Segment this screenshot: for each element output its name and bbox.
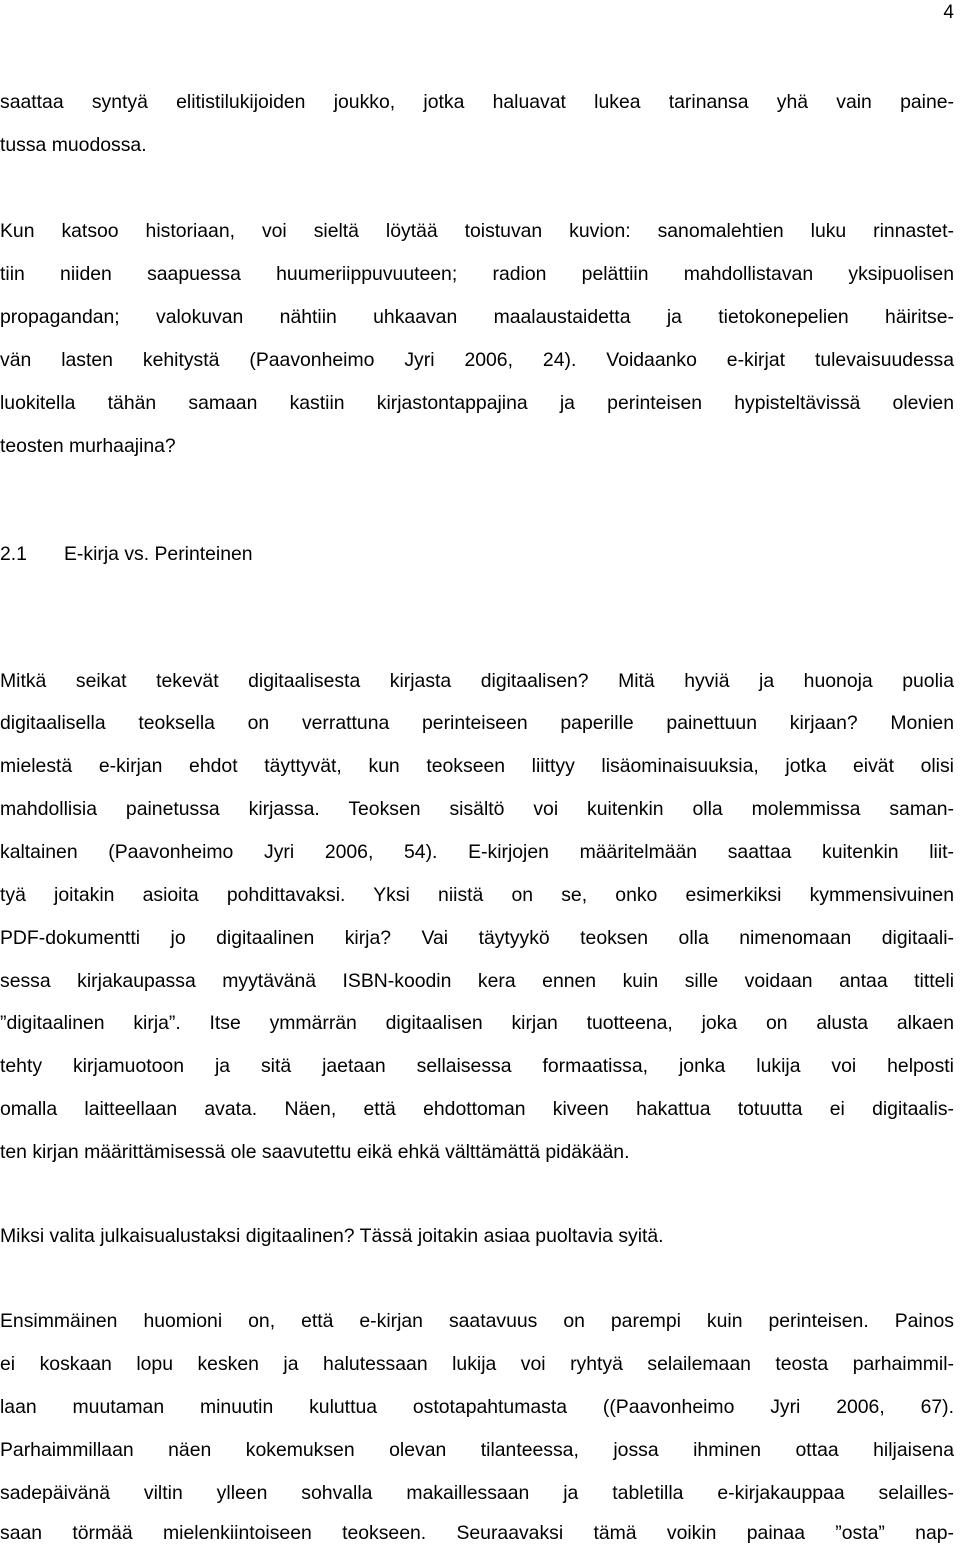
text-line: omalla laitteellaan avata. Näen, että ehdottoman kiveen hakattua totuutta ei digitaalis- bbox=[0, 1098, 954, 1120]
page-number: 4 bbox=[943, 2, 954, 23]
text-line: tiin niiden saapuessa huumeriippuvuuteen; radion pelättiin mahdollistavan yksipuolisen bbox=[0, 263, 954, 285]
text-line: tussa muodossa. bbox=[0, 134, 147, 156]
section-number: 2.1 bbox=[0, 543, 27, 565]
text-line: vän lasten kehitystä (Paavonheimo Jyri 2006, 24). Voidaanko e-kirjat tulevaisuudessa bbox=[0, 349, 954, 371]
text-line: Kun katsoo historiaan, voi sieltä löytää toistuvan kuvion: sanomalehtien luku rinnastet- bbox=[0, 220, 954, 242]
text-line: ei koskaan lopu kesken ja halutessaan lukija voi ryhtyä selailemaan teosta parhaimmil- bbox=[0, 1353, 954, 1375]
text-line: tehty kirjamuotoon ja sitä jaetaan sellaisessa formaatissa, jonka lukija voi helposti bbox=[0, 1055, 954, 1077]
text-line: mahdollisia painetussa kirjassa. Teoksen sisältö voi kuitenkin olla molemmissa saman- bbox=[0, 798, 954, 820]
text-line: ”digitaalinen kirja”. Itse ymmärrän digitaalisen kirjan tuotteena, joka on alusta alkaen bbox=[0, 1012, 954, 1034]
text-line: laan muutaman minuutin kuluttua ostotapahtumasta ((Paavonheimo Jyri 2006, 67). bbox=[0, 1396, 954, 1418]
text-line: mielestä e-kirjan ehdot täyttyvät, kun teokseen liittyy lisäominaisuuksia, jotka eivät olisi bbox=[0, 755, 954, 777]
text-line: saattaa syntyä elitistilukijoiden joukko, jotka haluavat lukea tarinansa yhä vain paine- bbox=[0, 91, 954, 113]
text-line: Mitkä seikat tekevät digitaalisesta kirjasta digitaalisen? Mitä hyviä ja huonoja puolia bbox=[0, 670, 954, 692]
text-line: PDF-dokumentti jo digitaalinen kirja? Vai täytyykö teoksen olla nimenomaan digitaali- bbox=[0, 927, 954, 949]
text-line: luokitella tähän samaan kastiin kirjastontappajina ja perinteisen hypisteltävissä olevien bbox=[0, 392, 954, 414]
text-line: Miksi valita julkaisualustaksi digitaalinen? Tässä joitakin asiaa puoltavia syitä. bbox=[0, 1225, 664, 1247]
section-heading bbox=[0, 540, 253, 568]
text-line: sessa kirjakaupassa myytävänä ISBN-koodin kera ennen kuin sille voidaan antaa titteli bbox=[0, 970, 954, 992]
section-title: E-kirja vs. Perinteinen bbox=[64, 543, 253, 565]
text-line: Ensimmäinen huomioni on, että e-kirjan saatavuus on parempi kuin perinteisen. Painos bbox=[0, 1310, 954, 1332]
text-line: saan törmää mielenkiintoiseen teokseen. Seuraavaksi tämä voikin painaa ”osta” nap- bbox=[0, 1522, 954, 1544]
text-line: tyä joitakin asioita pohdittavaksi. Yksi niistä on se, onko esimerkiksi kymmensivuinen bbox=[0, 884, 954, 906]
text-line: digitaalisella teoksella on verrattuna perinteiseen paperille painettuun kirjaan? Monien bbox=[0, 712, 954, 734]
text-line: propagandan; valokuvan nähtiin uhkaavan maalaustaidetta ja tietokonepelien häiritse- bbox=[0, 306, 954, 328]
text-line: kaltainen (Paavonheimo Jyri 2006, 54). E-kirjojen määritelmään saattaa kuitenkin liit- bbox=[0, 841, 954, 863]
text-line: sadepäivänä viltin ylleen sohvalla makaillessaan ja tabletilla e-kirjakauppaa selailles- bbox=[0, 1482, 954, 1504]
text-line: teosten murhaajina? bbox=[0, 435, 176, 457]
text-line: ten kirjan määrittämisessä ole saavutettu eikä ehkä välttämättä pidäkään. bbox=[0, 1141, 630, 1163]
text-line: Parhaimmillaan näen kokemuksen olevan tilanteessa, jossa ihminen ottaa hiljaisena bbox=[0, 1439, 954, 1461]
